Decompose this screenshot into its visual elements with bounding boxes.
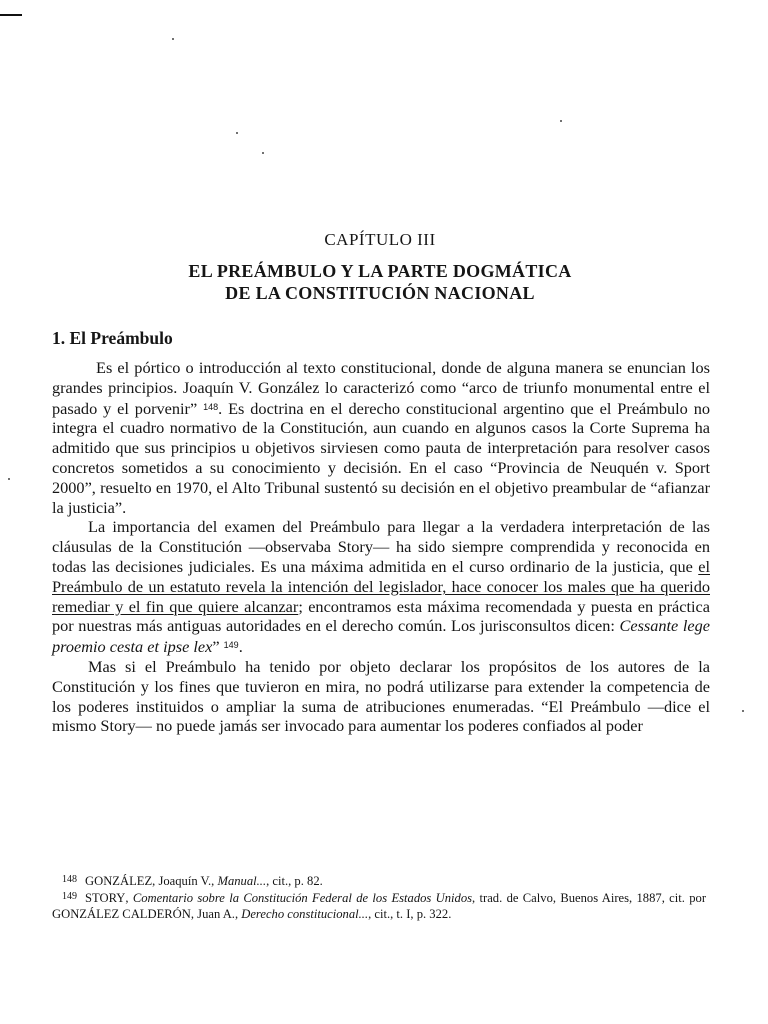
section-heading: 1. El Preámbulo [52, 328, 173, 348]
footnote-148 [52, 872, 706, 889]
footnote-work-title: Manual... [217, 874, 267, 888]
footnote-149 [52, 889, 706, 922]
paragraph-1-text: Es el pórtico o introducción al texto constitucional, donde de alguna manera se enuncian los grandes principios. Joaquín V. González lo caracterizó como “arco de triunfo monumental entre el pasado y el porvenir” [52, 358, 710, 418]
margin-mark [0, 14, 22, 16]
footnote-ref-148: 148 [203, 401, 219, 412]
footnote-text: , trad. de Calvo, Buenos Aires, 1887, cit. por [472, 891, 707, 905]
footnote-author: GONZÁLEZ CALDERÓN [52, 907, 191, 921]
scan-speck [742, 710, 744, 712]
latin-maxim: Cessante lege proemio cesta et ipse lex [52, 616, 710, 657]
footnote-ref-149: 149 [223, 640, 239, 651]
footnote-work-title: Comentario sobre la Constitución Federal de los Estados Unidos [132, 891, 473, 905]
chapter-title-line2: DE LA CONSTITUCIÓN NACIONAL [225, 283, 535, 303]
scan-speck [262, 152, 264, 154]
footnote-work-title: Derecho constitucional... [241, 907, 369, 921]
footnote-author: GONZÁLEZ [85, 874, 153, 888]
scan-speck [8, 478, 10, 480]
footnote-number: 149 [62, 891, 77, 902]
paragraph-1 [52, 358, 710, 517]
scan-speck [236, 132, 238, 134]
underlined-passage: el Preámbulo de un estatuto revela la intención del legislador, hace conocer los males que ha querido remediar y el fin que quiere alcanzar [52, 556, 710, 616]
paragraph-1-tail: . Es doctrina en el derecho constitucional argentino que el Preámbulo no integra el cuadro normativo de la Constitución, aun cuando en algunos casos la Corte Suprema ha admitido que sus principios u objetivos sirviesen como pauta de interpretación para resolver casos concretos sometidos a su conocimiento y decisión. En el caso “Provincia de Neuquén v. Sport 2000”, resuelto en 1970, el Alto Tribunal sustentó su decisión en el objetivo preambular de “afianzar la justicia”. [52, 398, 710, 517]
footnote-text: , Joaquín V., [152, 874, 218, 888]
paragraph-3 [52, 657, 710, 736]
chapter-label: CAPÍTULO III [324, 230, 436, 249]
chapter-title-line1: EL PREÁMBULO Y LA PARTE DOGMÁTICA [188, 261, 572, 281]
scan-speck [172, 38, 174, 40]
paragraph-2 [52, 517, 710, 657]
body-text [52, 358, 710, 736]
footnote-text: , cit., p. 82. [266, 874, 323, 888]
paragraph-2-text-a: La importancia del examen del Preámbulo para llegar a la verdadera interpretación de las cláusulas de la Constitución —observaba Story— ha sido siempre comprendida y reconocida en todas las decisiones judiciales. Es una máxima admitida en el curso ordinario de la justicia, que [52, 517, 710, 576]
paragraph-2-end: . [238, 637, 243, 657]
footnote-text: , Juan A., [190, 907, 242, 921]
footnotes [52, 872, 706, 922]
footnote-text: , cit., t. I, p. 322. [368, 907, 452, 921]
paragraph-2-text-b: ; encontramos esta máxima recomendada y puesta en práctica por nuestras más antiguas autoridades en el derecho común. Los jurisconsultos dicen: [52, 596, 710, 636]
paragraph-3-text: Mas si el Preámbulo ha tenido por objeto declarar los propósitos de los autores de la Constitución y los fines que tuvieron en mira, no podrá utilizarse para extender la competencia de los poderes instituidos o ampliar la suma de atribuciones enumeradas. “El Preámbulo —dice el mismo Story— no puede jamás ser invocado para aumentar los poderes confiados al poder [52, 656, 710, 736]
chapter-title [50, 260, 710, 304]
footnote-author: STORY [85, 891, 126, 905]
footnote-text: , [125, 891, 133, 905]
scan-speck [560, 120, 562, 122]
paragraph-2-close-quote: ” [212, 637, 220, 657]
footnote-number: 148 [62, 874, 77, 885]
